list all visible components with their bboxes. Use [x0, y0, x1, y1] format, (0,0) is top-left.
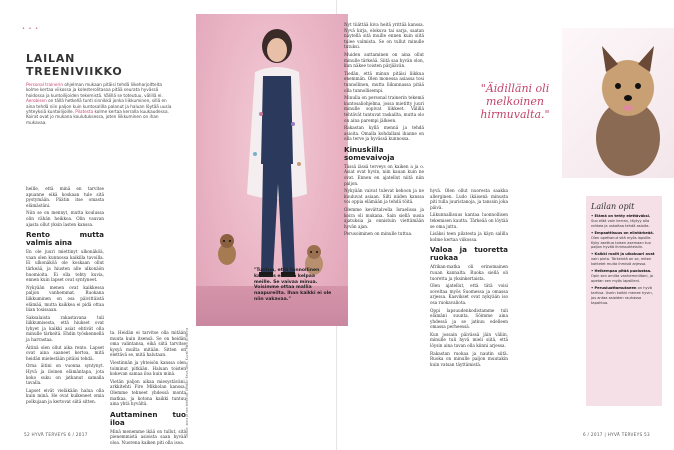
yorkie-dog	[562, 28, 674, 178]
paragraph: Minä menemme ikää on tullut, sitä pienemmistä asioista saan hyvää oloa. Nuorena kaiken piti olla isoa.	[110, 428, 186, 445]
photo-credit: Sisalla: anna ja sen tehtävät. Meikki: Eeva-Liisa, Kuvat: Mira ja Minna	[185, 327, 189, 438]
footer-right: 6 / 2017 | HYVÄ TERVEYS 53	[582, 432, 650, 437]
paragraph: hyvä. Olen ollut nuoresta saakka allerginen. Ludo ikäisenä minusta piti tulla juuristanoja, ja tanssin joka päivä.	[430, 188, 508, 210]
paragraph: Perusoiminen on minulle tuttua.	[344, 231, 413, 237]
intro-segment: on tällä hetkellä tunti sinnikkä jonka liikkuminen, sillä en aina tehdä niin paljon kuin kuntosalilla palanut ja haluan löytää uusia yhteyksiä kuntoilijoille.	[26, 98, 172, 115]
sidebar-item	[591, 214, 657, 229]
intro-segment: Aerobisen	[26, 98, 49, 104]
footer-left: 52 HYVÄ TERVEYS 6 / 2017	[24, 432, 88, 437]
top-decoration: • • •	[22, 26, 40, 32]
paragraph: Nykyään vaivat tulevat kehoon ja ne kuuluvat asiaan. Silti niiden kanssa voi oppia elämään ja tehdä töitä.	[344, 188, 424, 205]
dog-photo	[562, 28, 674, 178]
dog-left	[212, 232, 242, 266]
paragraph: Olemme kevättalvella Israelissa ja koira oli mukana. Sain siellä uusia ajatuksia ja onnistuin viettämään hyvän ajan.	[344, 207, 424, 229]
paragraph: Olen ajatellut, että tätä voisi soveltaa myös Suomessa ja omassa arjessa. Kasvikset ovat nykyään iso osa ruokavaliota.	[430, 283, 508, 305]
paragraph: Viestinnän ja yhteisön kanssa olen toiminut pitkään. Haluan toisten kokevan samaa iloa kuin minä.	[110, 359, 186, 377]
intro-text	[26, 82, 172, 125]
intro-segment: kolme kertaa kerralla kuukaudessa. Koirat ovat jo mukana koulutuksessa, joten liikkuminen on	[26, 109, 169, 120]
sidebar-item-text: on hyvä tarttua. Usein kaikki menee hyvin, jos antaa asioiden rauhassa tapahtua.	[591, 285, 653, 305]
sidebar-item	[591, 286, 657, 306]
paragraph: Afrikan-matka oli erinomainen ruuan kannalta. Ruoka siellä oli tuoretta ja yksinkertaista.	[430, 264, 508, 281]
big-pull-quote: "Äidilläni oli melkoinen hirmuvalta."	[480, 82, 550, 121]
sidebar-item-lead: • Elämä on tehty elettäväksi.	[591, 214, 651, 218]
subheading: Kinuskilla somevaivoja	[344, 144, 395, 162]
sidebar-item	[591, 269, 657, 284]
paragraph: Nyt tiiättää kiva heitä yrittää kanssa. Nyvä kirja, elokuva tai sarja, saatan näytellä sitä muille ennen kuin siitä tulee valmista. Se on tullut minulle tutuksi.	[344, 22, 424, 50]
paragraph: Tässä iässä terveys on kaiken a ja o. Asiat ovat hyvin, niin kauan kuin ne ovat. Ennen en ajatellut niitä niin paljon.	[344, 163, 424, 186]
right-column-2	[430, 188, 508, 369]
subheading: Rento mutta valmis aina	[26, 230, 104, 248]
intro-segment: ihan mukavaa.	[26, 114, 159, 125]
paragraph: Oppi lapsuudenkodistamme tuli elämäni suunta. Söimme aina yhdessä ja se jatkuu edelleen omassa perheessä.	[430, 307, 508, 330]
subheading: Auttaminen tuo iloa	[110, 409, 186, 427]
paragraph: Orna äitini on vuonna syntynyt. Hyvä ja iloinen elämäntapa, jota koko suku on jatkanut samalla tavalla.	[26, 363, 104, 386]
paragraph: Minulla on personal trainerin tekemä kuntosaliohjelma, jossa mietitty juuri minulle sopivat liikkeet. Välillä tehtävät tuntuvat raskailta, mutta olo on aina parempi jälkeen.	[344, 95, 424, 123]
intro-segment: Personal trainerin	[26, 82, 65, 87]
right-column-1	[344, 22, 424, 239]
intro-box	[26, 52, 172, 125]
sidebar-item	[591, 252, 657, 267]
paragraph: Kun jossain päivässä jäin väliin, minulle tuli hyvä mieli siitä, että löysin aina tavan olla kiinni arjessa.	[430, 331, 508, 349]
intro-segment: ohjelman mukaan pitäisi tehdä liikeharjoitteita kolme kertaa viikossa ja kolesterolitasoa pitää seurata hyvässä hoidossa ja kuntoilijoiden tekemistä. Välillä se toteutuu, välillä ei.	[26, 82, 163, 98]
left-column-1	[26, 186, 104, 407]
paragraph: Rakastan kyllä mennä ja tehdä asioita. Omalla kohdallani ihanne on olla terve ja hyvässä kunnossa.	[344, 125, 424, 142]
sidebar-item-lead: • Perusluottamukseen	[591, 285, 637, 290]
sidebar-title: Lailan opit	[591, 202, 635, 211]
paragraph: Saksalaista rakastavana tuli liikkumisesta, että hiukset ovat lyhyet ja kaikki asiat ehtivät olla minulle tärkeitä. Ehdin työskennellä ja harrastaa.	[26, 314, 104, 343]
paragraph: Muiden auttaminen on aina ollut minulle tärkeää. Siitä saa hyvän olon, kun näkee toisten pärjäävän.	[344, 51, 424, 69]
paragraph: ta. Heidän ei tarvitse olla mitään muuta kuin itsensä. Se on heidän oma valintansa, eikä siitä tarvitse kysyä muilta mitään. Sitten on elettävä se, mitä halutaan.	[110, 330, 186, 358]
sidebar-item-text: vain pinta. Tärkeintä on se, miten kohtelet muita ihmisiä arjessa.	[591, 257, 652, 267]
sidebar-item-text: Olen opettanut sitä myös lapsille. Kyky asettua toisen asemaan tuo paljon hyvää ihmissuhteisiin.	[591, 235, 652, 250]
intro-title: LAILAN TREENIVIIKKO	[26, 52, 123, 78]
sidebar-item-lead: • Kaikki roolit ja ulkokuori ovat	[591, 252, 655, 257]
paragraph: Tiedän, että minun pitäisi liikkua enemmän. Olen monessa asiassa tosi tunnollinen, mutta liikunnassa pitää olla tunnollisempi.	[344, 70, 424, 93]
paragraph: Äitinä olen ollut aika rento. Lapset ovat aina saaneet kertoa, mitä heidän mielestään pitäisi tehdä.	[26, 344, 104, 361]
paragraph: Rakastan ruokaa ja nautin siitä. Ruoka on minulle paljon muutakin kuin vatsan täyttämistä.	[430, 350, 508, 367]
sidebar-item-lead: • Empaattisuus on elintärkeää.	[591, 230, 655, 235]
pull-quote-left: "Tuntuu, että tunnollinen kauneus ei enää kelpaa meille. Se vaivaa minua. Voisimme ottaa mallia naapureilta. Ihan kaikki ei ole niin vakavaa."	[254, 268, 332, 302]
tips-sidebar	[586, 196, 662, 406]
subheading: Valoa ja tuoretta ruokaa	[430, 245, 508, 263]
paragraph: En ole juuri miettinyt ulkonäköä, vaan olen kunnossa kaikilla tavoilla. Ei ulkonäköä ole koskaan ollut tärkeää, ja hiusten alle ulkonäön huomioita. Ei olla tehty kuvia, ennen kuin lapset ovat syntyneet.	[26, 249, 104, 283]
left-column-2	[110, 330, 186, 448]
paragraph: Nykyään menen ovat kaikkessa paljon vanhemmat. Ruokana liikkuminen on osa päivittäistä elämää, mutta kaikkea ei pidä ottaa liian tosissaan.	[26, 284, 104, 313]
intro-segment: Pilatesta	[75, 109, 95, 115]
paragraph: Lapset eivät vieläkään halua olla kuin minä. He ovat kulkeneet omia polkujaan ja kertovat siitä sitten.	[26, 387, 104, 404]
sidebar-item-lead: • Helkempaa pitää puolustaa.	[591, 269, 652, 274]
paragraph: heille, että minä en tarvitse apuanne eikä koskaan tule sitä pystymään. Päätin itse omasta elämästäni.	[26, 186, 104, 208]
sidebar-item-text: Suo elää vain kerran, täytyy olla rohkea ja uskaltaa tehdä asioita.	[591, 218, 650, 228]
sidebar-item	[591, 231, 657, 251]
sidebar-list	[591, 214, 657, 305]
sidebar-item-text: Opin sen omilta vanhemmiltani, ja opetan sen myös lapsilleni.	[591, 273, 653, 283]
paragraph: Liikunnallisuus kantaa luonnollisen tekemisen kautta. Tärkeää on löytää se oma juttu.	[430, 212, 508, 229]
paragraph: Niin se on mennyt, mutta koulussa olin vähän heikkoa. Olin vauvan ajasta ollut yksin lasten kanssa.	[26, 210, 104, 227]
paragraph: Lisäksi teen pilatesta ja käyn salilla kolme kertaa viikossa.	[430, 231, 508, 242]
paragraph: Vietän paljon aikaa miesystäväni, arkkitehti Fire Mikkolan kanssa. Olemme tehneet yhdessä monta matkaa, ja kotona kaikki tuntuu aina yhtä hyvältä.	[110, 378, 186, 407]
